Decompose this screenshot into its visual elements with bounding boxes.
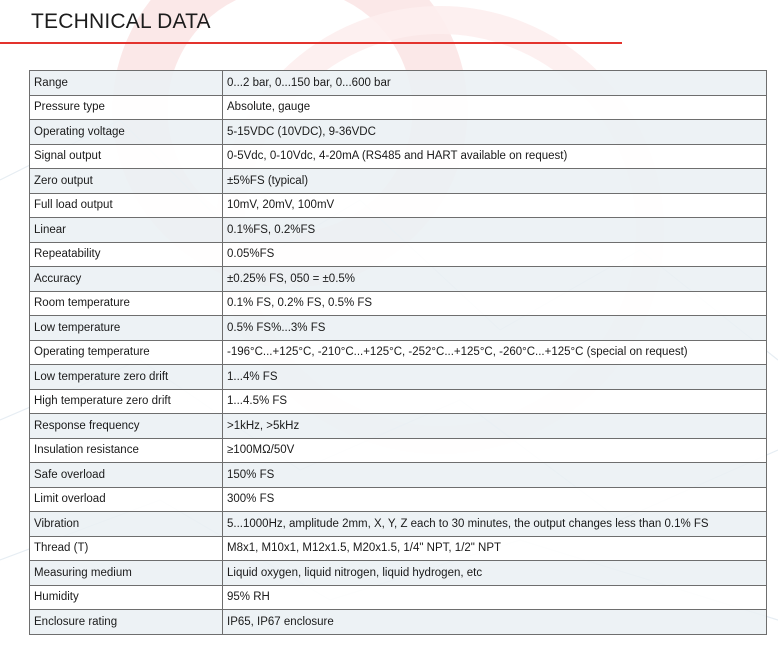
spec-row xyxy=(30,242,767,267)
spec-value: -196°C...+125°C, -210°C...+125°C, -252°C...+125°C, -260°C...+125°C (special on request) xyxy=(223,340,767,365)
spec-row xyxy=(30,169,767,194)
spec-parameter: Operating voltage xyxy=(30,120,223,145)
spec-parameter: Range xyxy=(30,71,223,96)
spec-parameter: Humidity xyxy=(30,585,223,610)
spec-value: 95% RH xyxy=(223,585,767,610)
spec-parameter: Low temperature xyxy=(30,316,223,341)
spec-parameter: Full load output xyxy=(30,193,223,218)
spec-value: 10mV, 20mV, 100mV xyxy=(223,193,767,218)
spec-row xyxy=(30,389,767,414)
spec-row xyxy=(30,71,767,96)
spec-parameter: High temperature zero drift xyxy=(30,389,223,414)
spec-value: 5...1000Hz, amplitude 2mm, X, Y, Z each to 30 minutes, the output changes less than 0.1% FS xyxy=(223,512,767,537)
spec-parameter: Room temperature xyxy=(30,291,223,316)
spec-row xyxy=(30,487,767,512)
spec-value: 0.1%FS, 0.2%FS xyxy=(223,218,767,243)
spec-row xyxy=(30,144,767,169)
spec-parameter: Thread (T) xyxy=(30,536,223,561)
spec-value: 0...2 bar, 0...150 bar, 0...600 bar xyxy=(223,71,767,96)
spec-value: 1...4.5% FS xyxy=(223,389,767,414)
spec-value: ±5%FS (typical) xyxy=(223,169,767,194)
spec-row xyxy=(30,218,767,243)
spec-value: 150% FS xyxy=(223,463,767,488)
spec-row xyxy=(30,512,767,537)
spec-value: 1...4% FS xyxy=(223,365,767,390)
technical-data-body xyxy=(30,71,767,635)
spec-row xyxy=(30,536,767,561)
spec-row xyxy=(30,585,767,610)
spec-parameter: Signal output xyxy=(30,144,223,169)
spec-value: 0.05%FS xyxy=(223,242,767,267)
spec-row xyxy=(30,95,767,120)
spec-parameter: Linear xyxy=(30,218,223,243)
spec-value: ±0.25% FS, 050 = ±0.5% xyxy=(223,267,767,292)
spec-row xyxy=(30,610,767,635)
spec-value: >1kHz, >5kHz xyxy=(223,414,767,439)
spec-value: 300% FS xyxy=(223,487,767,512)
page-title: TECHNICAL DATA xyxy=(31,10,211,33)
spec-parameter: Insulation resistance xyxy=(30,438,223,463)
spec-parameter: Low temperature zero drift xyxy=(30,365,223,390)
spec-parameter: Operating temperature xyxy=(30,340,223,365)
spec-row xyxy=(30,561,767,586)
technical-data-table xyxy=(29,70,767,635)
spec-row xyxy=(30,463,767,488)
spec-parameter: Pressure type xyxy=(30,95,223,120)
spec-value: 0-5Vdc, 0-10Vdc, 4-20mA (RS485 and HART available on request) xyxy=(223,144,767,169)
spec-parameter: Zero output xyxy=(30,169,223,194)
spec-parameter: Enclosure rating xyxy=(30,610,223,635)
spec-value: 0.5% FS%...3% FS xyxy=(223,316,767,341)
spec-row xyxy=(30,316,767,341)
spec-value: 0.1% FS, 0.2% FS, 0.5% FS xyxy=(223,291,767,316)
spec-parameter: Measuring medium xyxy=(30,561,223,586)
spec-parameter: Repeatability xyxy=(30,242,223,267)
spec-value: 5-15VDC (10VDC), 9-36VDC xyxy=(223,120,767,145)
spec-value: Liquid oxygen, liquid nitrogen, liquid hydrogen, etc xyxy=(223,561,767,586)
spec-parameter: Vibration xyxy=(30,512,223,537)
spec-row xyxy=(30,193,767,218)
spec-row xyxy=(30,291,767,316)
spec-row xyxy=(30,267,767,292)
spec-parameter: Limit overload xyxy=(30,487,223,512)
title-underline xyxy=(0,42,622,44)
spec-row xyxy=(30,120,767,145)
spec-row xyxy=(30,365,767,390)
spec-row xyxy=(30,438,767,463)
spec-row xyxy=(30,414,767,439)
spec-parameter: Accuracy xyxy=(30,267,223,292)
spec-value: Absolute, gauge xyxy=(223,95,767,120)
spec-parameter: Response frequency xyxy=(30,414,223,439)
spec-value: IP65, IP67 enclosure xyxy=(223,610,767,635)
spec-value: ≥100MΩ/50V xyxy=(223,438,767,463)
spec-row xyxy=(30,340,767,365)
spec-value: M8x1, M10x1, M12x1.5, M20x1.5, 1/4" NPT, 1/2" NPT xyxy=(223,536,767,561)
spec-parameter: Safe overload xyxy=(30,463,223,488)
